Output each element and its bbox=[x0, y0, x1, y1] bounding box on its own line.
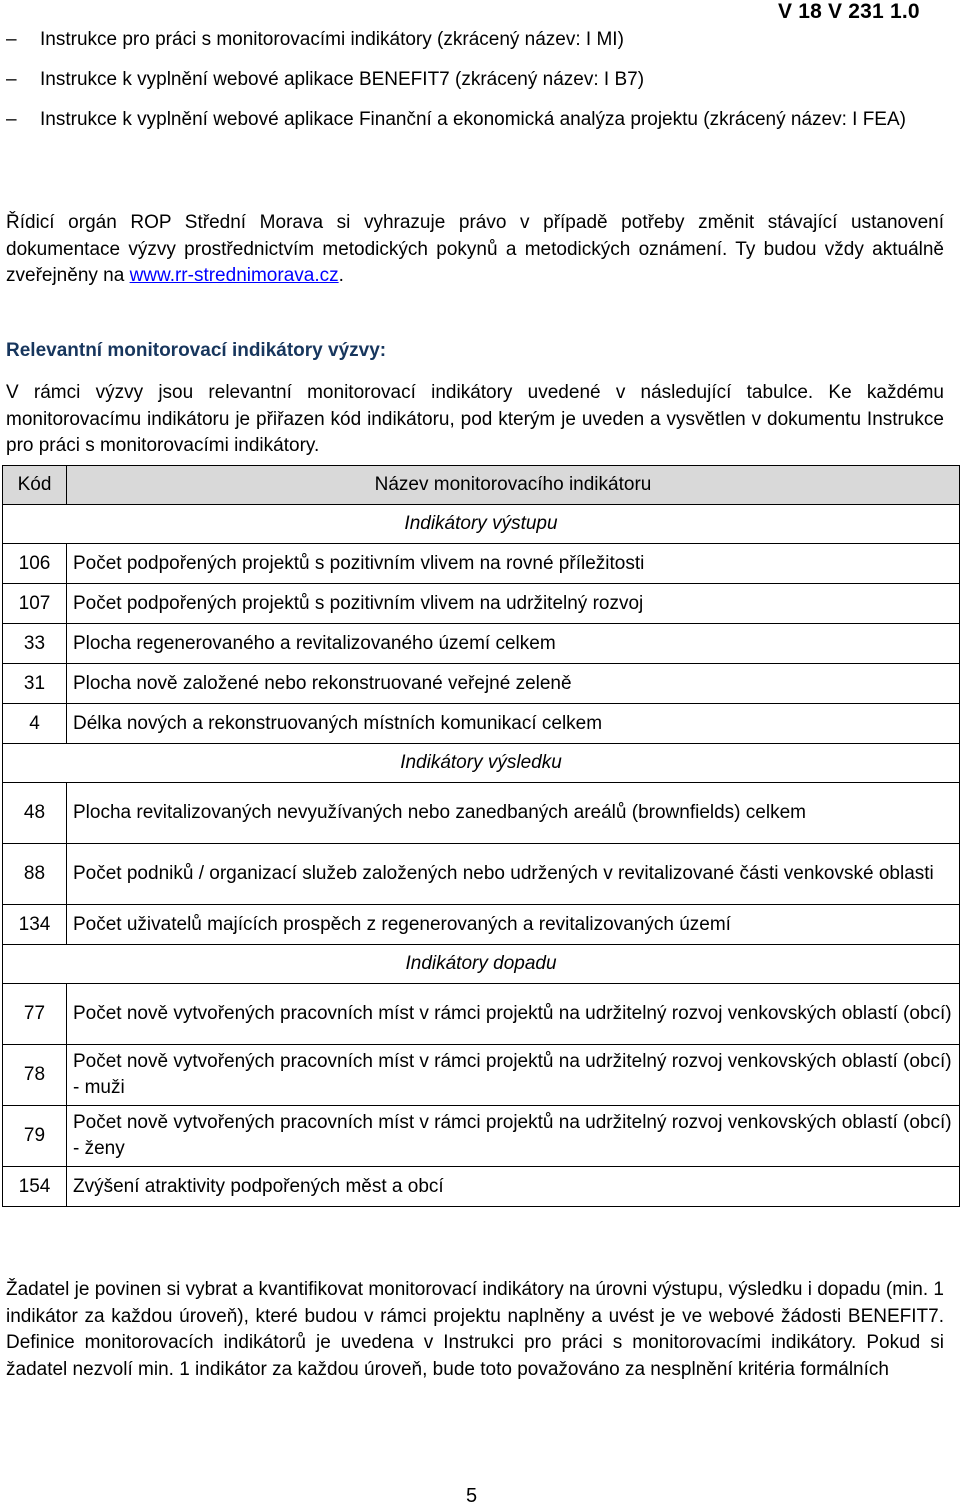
indicator-code: 88 bbox=[3, 844, 67, 905]
document-list bbox=[6, 27, 951, 147]
table-row bbox=[3, 544, 960, 584]
notice-paragraph bbox=[6, 210, 944, 290]
indicator-name: Počet nově vytvořených pracovních míst v rámci projektů na udržitelný rozvoj venkovských oblastí (obcí) - ženy bbox=[67, 1106, 960, 1167]
table-header-row bbox=[3, 466, 960, 505]
indicator-name: Počet podniků / organizací služeb založených nebo udržených v revitalizované části venkovské oblasti bbox=[67, 844, 960, 905]
indicator-name: Počet nově vytvořených pracovních míst v rámci projektů na udržitelný rozvoj venkovských oblastí (obcí) - muži bbox=[67, 1045, 960, 1106]
indicator-name: Počet podpořených projektů s pozitivním vlivem na rovné příležitosti bbox=[67, 544, 960, 584]
page-number: 5 bbox=[466, 1485, 478, 1507]
table-row bbox=[3, 905, 960, 945]
indicator-code: 78 bbox=[3, 1045, 67, 1106]
section-row-impact bbox=[3, 945, 960, 984]
table-row bbox=[3, 584, 960, 624]
table-row bbox=[3, 1045, 960, 1106]
section-title-output: Indikátory výstupu bbox=[3, 505, 960, 544]
bullet-dash: – bbox=[6, 69, 17, 90]
list-item bbox=[6, 27, 951, 53]
indicator-code: 107 bbox=[3, 584, 67, 624]
table-row bbox=[3, 984, 960, 1045]
list-item-text: Instrukce k vyplnění webové aplikace Finanční a ekonomická analýza projektu (zkrácený název: I FEA) bbox=[40, 109, 906, 130]
section-row-result bbox=[3, 744, 960, 783]
table-row bbox=[3, 783, 960, 844]
table-row bbox=[3, 624, 960, 664]
document-version: V 18 V 231 1.0 bbox=[778, 0, 920, 23]
table-row bbox=[3, 704, 960, 744]
indicator-name: Délka nových a rekonstruovaných místních komunikací celkem bbox=[67, 704, 960, 744]
indicator-name: Plocha regenerovaného a revitalizovaného území celkem bbox=[67, 624, 960, 664]
indicator-code: 4 bbox=[3, 704, 67, 744]
indicator-code: 134 bbox=[3, 905, 67, 945]
section-title-result: Indikátory výsledku bbox=[3, 744, 960, 783]
column-header-name: Název monitorovacího indikátoru bbox=[67, 466, 960, 505]
section-row-output bbox=[3, 505, 960, 544]
list-item bbox=[6, 67, 951, 93]
list-item-text: Instrukce k vyplnění webové aplikace BENEFIT7 (zkrácený název: I B7) bbox=[40, 69, 645, 90]
indicator-code: 48 bbox=[3, 783, 67, 844]
notice-period: . bbox=[338, 265, 344, 286]
indicator-table bbox=[2, 465, 960, 1207]
indicator-name: Zvýšení atraktivity podpořených měst a obcí bbox=[67, 1167, 960, 1207]
indicator-name: Plocha revitalizovaných nevyužívaných nebo zanedbaných areálů (brownfields) celkem bbox=[67, 783, 960, 844]
bullet-dash: – bbox=[6, 109, 17, 130]
indicator-name: Počet uživatelů majících prospěch z regenerovaných a revitalizovaných území bbox=[67, 905, 960, 945]
table-row bbox=[3, 1167, 960, 1207]
table-row bbox=[3, 664, 960, 704]
section-heading: Relevantní monitorovací indikátory výzvy: bbox=[6, 340, 387, 361]
website-link[interactable]: www.rr-strednimorava.cz bbox=[129, 265, 339, 286]
indicator-code: 77 bbox=[3, 984, 67, 1045]
bullet-dash: – bbox=[6, 29, 17, 50]
table-row bbox=[3, 1106, 960, 1167]
indicator-name: Počet nově vytvořených pracovních míst v rámci projektů na udržitelný rozvoj venkovských oblastí (obcí) bbox=[67, 984, 960, 1045]
list-item-text: Instrukce pro práci s monitorovacími indikátory (zkrácený název: I MI) bbox=[40, 29, 624, 50]
indicator-name: Plocha nově založené nebo rekonstruované veřejné zeleně bbox=[67, 664, 960, 704]
requirements-paragraph: Žadatel je povinen si vybrat a kvantifikovat monitorovací indikátory na úrovni výstupu, výsledku i dopadu (min. 1 indikátor za každou úroveň), které budou v rámci projektu naplněny a uvést je ve webové žádosti BENEFIT7. Definice monitorovacích indikátorů je uvedena v Instrukci pro práci s monitorovacími indikátory. Pokud si žadatel nezvolí min. 1 indikátor za každou úroveň, bude toto považováno za nesplnění kritéria formálních bbox=[6, 1279, 944, 1380]
indicator-name: Počet podpořených projektů s pozitivním vlivem na udržitelný rozvoj bbox=[67, 584, 960, 624]
indicator-code: 154 bbox=[3, 1167, 67, 1207]
indicator-code: 33 bbox=[3, 624, 67, 664]
intro-paragraph: V rámci výzvy jsou relevantní monitorovací indikátory uvedené v následující tabulce. Ke každému monitorovacímu indikátoru je přiřazen kód indikátoru, pod kterým je uveden a vysvětlen v dokumentu Instrukce pro práci s monitorovacími indikátory. bbox=[6, 382, 944, 456]
list-item bbox=[6, 107, 951, 133]
indicator-code: 106 bbox=[3, 544, 67, 584]
notice-text: Řídicí orgán ROP Střední Morava si vyhrazuje právo v případě potřeby změnit stávající ustanovení dokumentace výzvy prostřednictvím metodických pokynů a metodických oznámení. Ty budou vždy aktuálně zveřejněny na bbox=[6, 212, 944, 286]
table-row bbox=[3, 844, 960, 905]
column-header-code: Kód bbox=[3, 466, 67, 505]
section-title-impact: Indikátory dopadu bbox=[3, 945, 960, 984]
indicator-code: 31 bbox=[3, 664, 67, 704]
indicator-code: 79 bbox=[3, 1106, 67, 1167]
